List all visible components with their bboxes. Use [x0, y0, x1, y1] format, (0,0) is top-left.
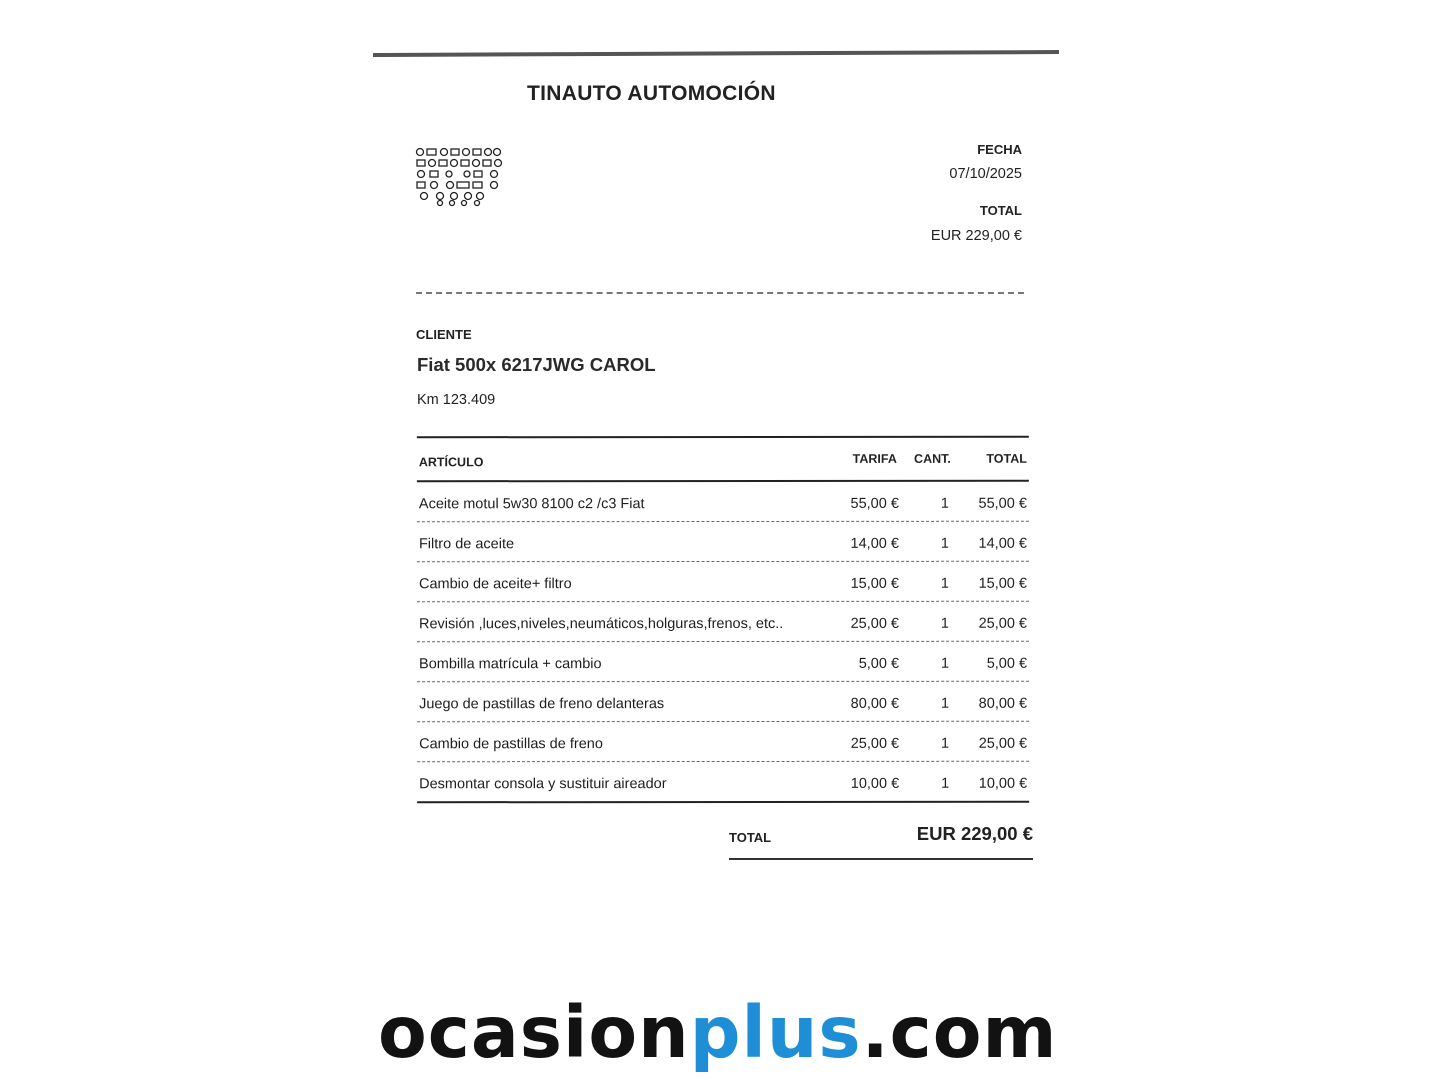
header-article: ARTÍCULO [418, 455, 484, 470]
row-quantity: 1 [940, 615, 950, 632]
invoice-table [417, 436, 1029, 804]
row-quantity: 1 [940, 695, 950, 712]
grand-total-value: EUR 229,00 € [916, 823, 1033, 844]
row-total: 15,00 € [978, 575, 1027, 592]
row-rate: 25,00 € [850, 615, 900, 632]
table-row [417, 722, 1029, 763]
header-rate: TARIFA [852, 451, 897, 466]
row-total: 25,00 € [978, 735, 1028, 752]
car-brand-logos-icon [414, 145, 504, 207]
top-rule [373, 50, 1059, 57]
table-row [417, 482, 1029, 523]
client-name: Fiat 500x 6217JWG CAROL [417, 354, 656, 375]
row-description: Bombilla matrícula + cambio [419, 656, 602, 673]
row-description: Cambio de aceite+ filtro [418, 576, 572, 593]
header-qty: CANT. [914, 451, 951, 466]
row-rate: 10,00 € [850, 775, 900, 792]
table-body [417, 482, 1029, 804]
section-divider [416, 292, 1024, 294]
row-quantity: 1 [941, 775, 950, 792]
row-total: 5,00 € [986, 655, 1028, 672]
fecha-value: 07/10/2025 [949, 166, 1022, 182]
row-rate: 80,00 € [850, 695, 900, 712]
row-description: Juego de pastillas de freno delanteras [419, 696, 665, 713]
row-description: Desmontar consola y sustituir aireador [419, 776, 667, 793]
row-quantity: 1 [940, 535, 949, 552]
watermark-part-3: .com [861, 991, 1058, 1074]
fecha-label: FECHA [977, 142, 1022, 157]
row-rate: 25,00 € [850, 735, 900, 752]
header-total: TOTAL [986, 451, 1027, 466]
mileage: Km 123.409 [417, 392, 496, 408]
ocasionplus-watermark [378, 991, 1058, 1074]
row-rate: 14,00 € [850, 535, 899, 552]
row-description: Filtro de aceite [418, 536, 515, 553]
table-row [417, 682, 1029, 723]
watermark-part-2: plus [689, 991, 862, 1074]
row-quantity: 1 [941, 735, 950, 752]
company-name: TINAUTO AUTOMOCIÓN [527, 82, 776, 105]
grand-total-label: TOTAL [729, 830, 772, 845]
row-quantity: 1 [940, 575, 949, 592]
row-quantity: 1 [940, 655, 950, 672]
row-total: 25,00 € [978, 615, 1028, 632]
grand-total-row [729, 820, 1033, 860]
row-description: Cambio de pastillas de freno [419, 736, 603, 753]
row-rate: 15,00 € [850, 575, 899, 592]
table-row [417, 522, 1029, 563]
table-row [417, 562, 1029, 603]
row-total: 14,00 € [978, 535, 1027, 552]
row-total: 55,00 € [978, 495, 1027, 512]
row-description: Revisión ,luces,niveles,neumáticos,holguras,frenos, etc.. [418, 615, 784, 633]
table-row [417, 762, 1029, 804]
table-row [417, 602, 1029, 643]
row-rate: 55,00 € [850, 495, 899, 512]
total-label: TOTAL [979, 203, 1022, 218]
total-value: EUR 229,00 € [930, 228, 1022, 244]
row-quantity: 1 [940, 495, 949, 512]
row-total: 10,00 € [978, 775, 1028, 792]
watermark-part-1: ocasion [378, 991, 690, 1074]
row-rate: 5,00 € [858, 655, 900, 672]
row-total: 80,00 € [978, 695, 1028, 712]
row-description: Aceite motul 5w30 8100 c2 /c3 Fiat [418, 496, 645, 513]
table-header [417, 436, 1029, 483]
table-row [417, 642, 1029, 683]
client-label: CLIENTE [416, 327, 472, 342]
